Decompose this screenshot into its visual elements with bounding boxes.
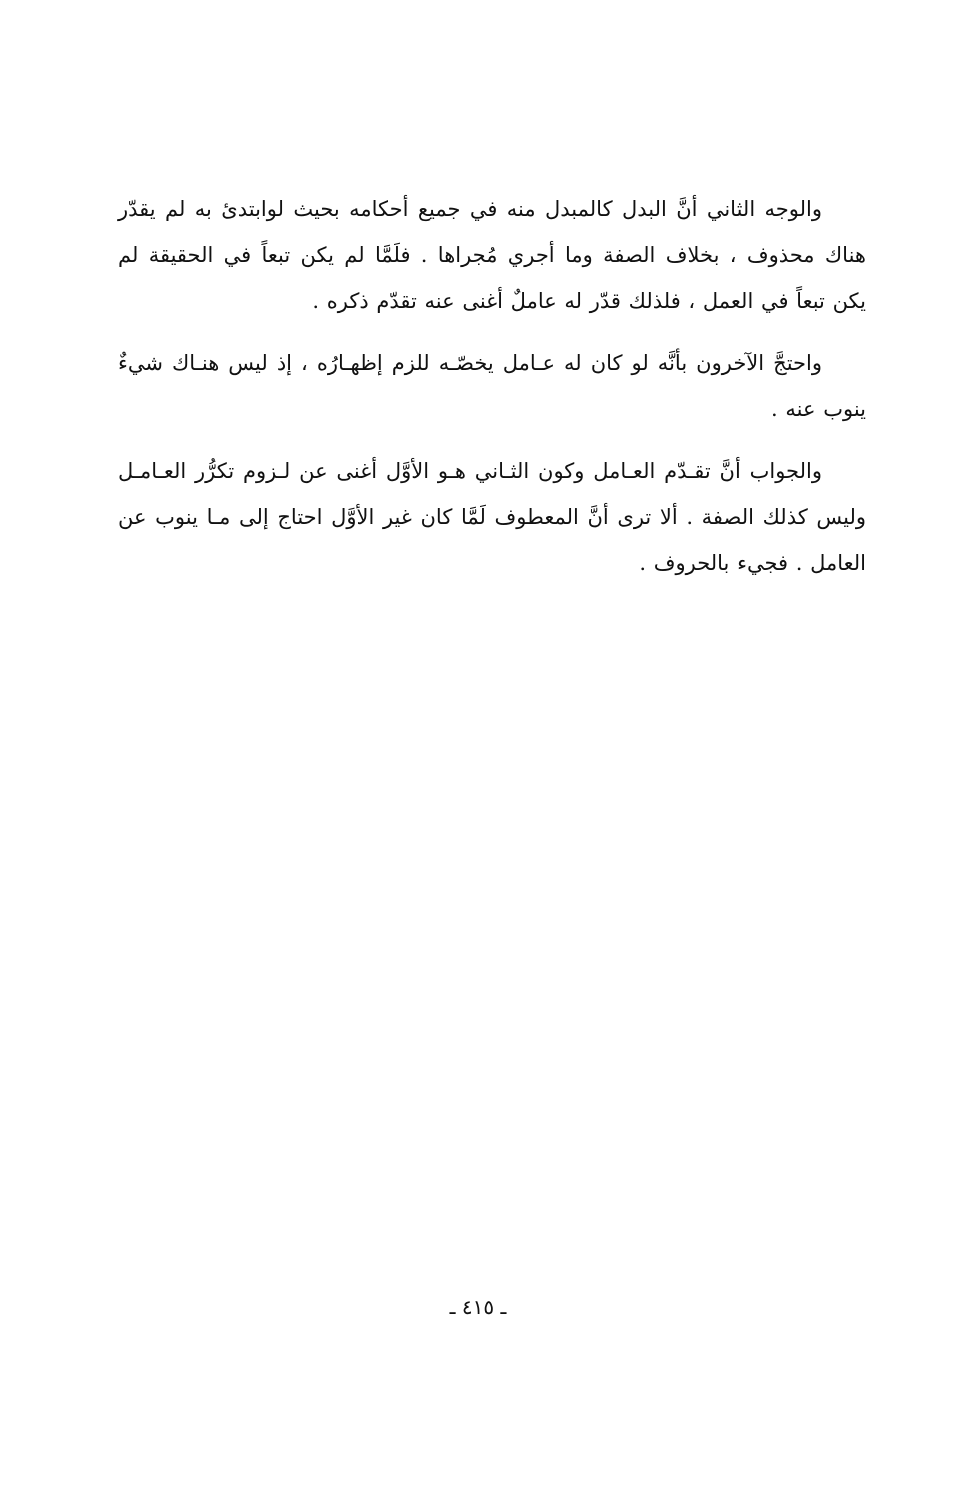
paragraph-3: والجواب أنَّ تقـدّم العـامل وكون الثـاني هـو الأوَّل أغنى عن لـزوم تكرُّر العـامـل وليس كذلك الصفة . ألا ترى أنَّ المعطوف لَمَّا كان غير الأوَّل احتاج إلى مـا ينوب عن العامل . فجيء بالحروف . — [118, 459, 866, 575]
body-text — [118, 186, 866, 586]
page-number: ـ ٤١٥ ـ — [449, 1295, 507, 1319]
paragraph-2: واحتجَّ الآخرون بأنَّه لو كان له عـامل يخصّـه للزم إظهـارُه ، إذ ليس هنـاك شيءٌ ينوب عنه . — [118, 351, 866, 421]
paragraph-1: والوجه الثاني أنَّ البدل كالمبدل منه في جميع أحكامه بحيث لوابتدئ به لم يقدّر هناك محذوف ، بخلاف الصفة وما أجري مُجراها . فلَمَّا لم يكن تبعاً في الحقيقة لم يكن تبعاً في العمل ، فلذلك قدّر له عاملٌ أغنى عنه تقدّم ذكره . — [118, 197, 866, 313]
